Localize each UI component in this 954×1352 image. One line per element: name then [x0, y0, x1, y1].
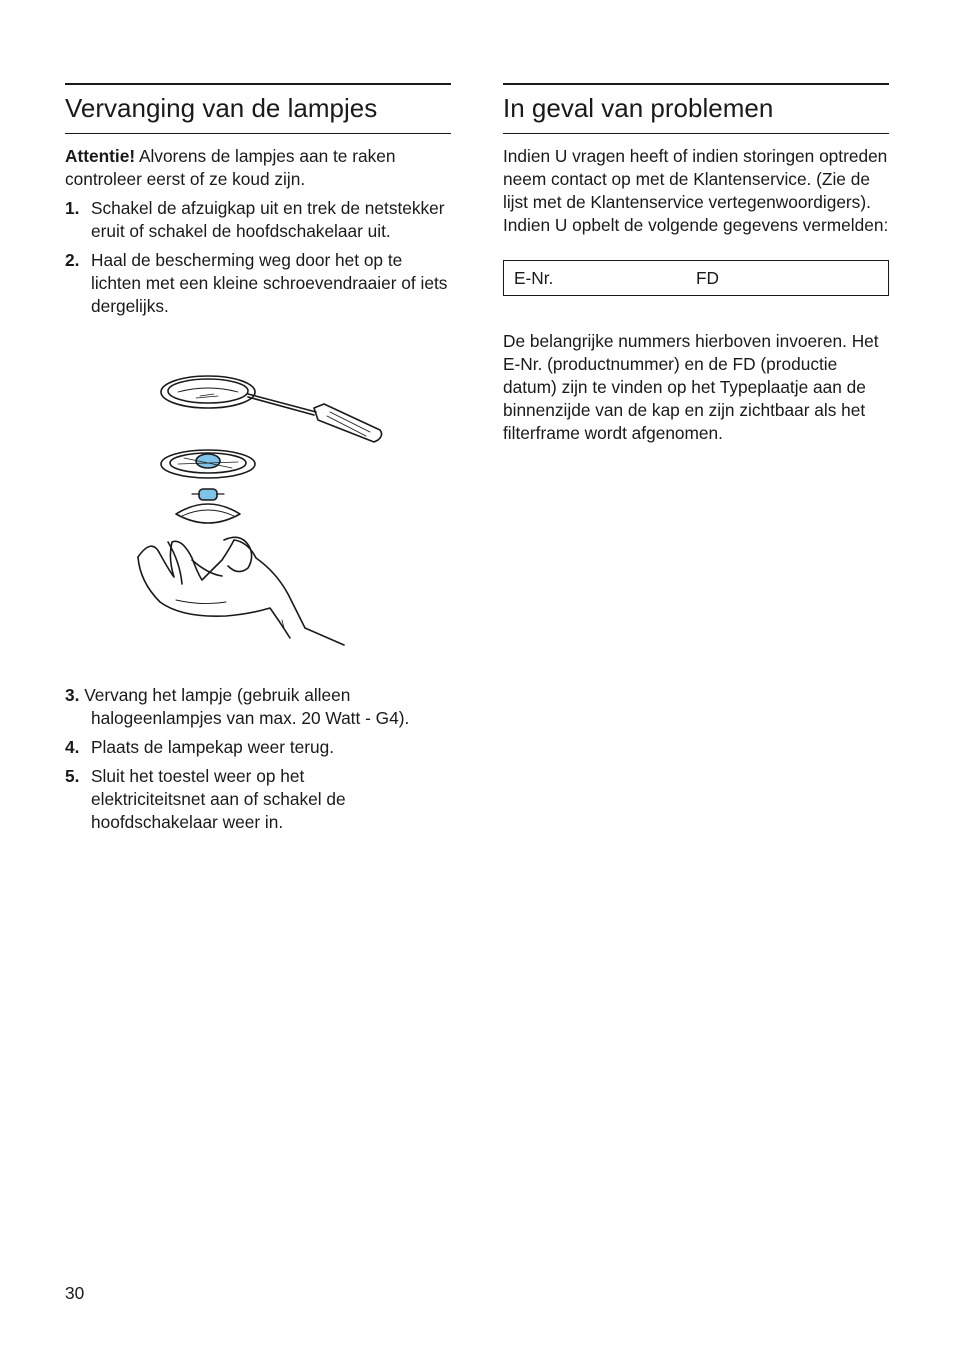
list-item — [65, 684, 465, 730]
enr-fd-field-box — [503, 260, 889, 296]
bulb-icon — [192, 489, 224, 500]
step-number: 5. — [65, 766, 80, 786]
section-title-problems: In geval van problemen — [503, 85, 889, 134]
left-column — [65, 83, 451, 324]
attention-label: Attentie! — [65, 146, 136, 166]
attention-note — [65, 145, 451, 191]
fd-label: FD — [696, 268, 720, 288]
step-text: Haal de bescherming weg door het op te lichten met een kleine schroevendraaier of iets dergelijks. — [91, 250, 448, 316]
step-text: Vervang het lampje (gebruik alleen — [79, 685, 351, 705]
step-text: Sluit het toestel weer op het elektriciteitsnet aan of schakel de hoofdschakelaar weer in. — [91, 766, 346, 832]
step-text: Schakel de afzuigkap uit en trek de netstekker eruit of schakel de hoofdschakelaar uit. — [91, 198, 445, 241]
hand-icon — [138, 537, 344, 645]
attention-text: Alvorens de lampjes aan te raken controleer eerst of ze koud zijn. — [65, 146, 396, 189]
list-item — [65, 249, 451, 318]
step-number: 3. — [65, 685, 80, 705]
right-column — [503, 83, 889, 445]
lamp-replacement-illustration — [130, 362, 390, 652]
enr-label: E-Nr. — [514, 268, 554, 288]
screwdriver-icon — [248, 394, 382, 442]
lamp-holder — [161, 450, 255, 478]
list-item — [65, 197, 451, 243]
steps-list-b-container — [65, 678, 465, 840]
lamp-glass-ring — [176, 504, 240, 523]
list-item — [65, 736, 465, 759]
section-title-lamp-replacement: Vervanging van de lampjes — [65, 85, 451, 134]
type-plate-note: De belangrijke nummers hierboven invoeren. Het E-Nr. (productnummer) en de FD (productie datum) zijn te vinden op het Typeplaatje aan de binnenzijde van de kap en zijn zichtbaar als het filterframe wordt afgenomen. — [503, 331, 879, 443]
steps-list-b — [65, 684, 465, 834]
step-text-continuation: halogeenlampjes van max. 20 Watt - G4). — [91, 708, 410, 728]
page-number: 30 — [65, 1283, 85, 1303]
step-number: 2. — [65, 250, 80, 270]
list-item — [65, 765, 391, 834]
step-number: 4. — [65, 737, 80, 757]
lamp-cover-with-screwdriver — [161, 376, 255, 408]
step-number: 1. — [65, 198, 80, 218]
step-text: Plaats de lampekap weer terug. — [91, 737, 335, 757]
problems-intro: Indien U vragen heeft of indien storingen optreden neem contact op met de Klantenservice. (Zie de lijst met de Klantenservice vertegenwoordigers). Indien U opbelt de volgende gegevens vermelden: — [503, 146, 889, 235]
steps-list-a — [65, 197, 451, 318]
